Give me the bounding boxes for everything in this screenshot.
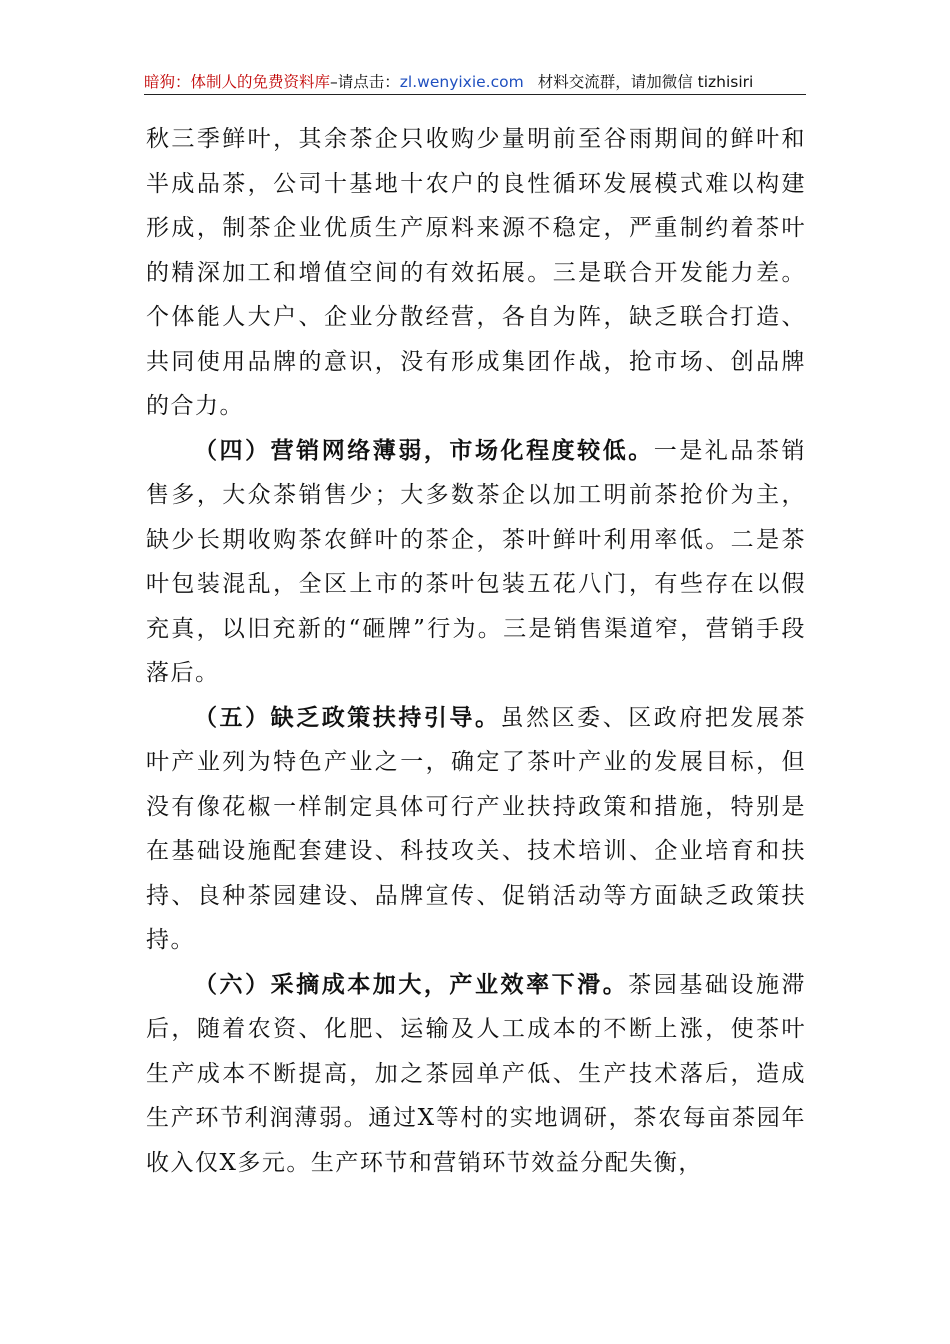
page-header bbox=[144, 70, 806, 94]
paragraph-section-4 bbox=[146, 429, 806, 696]
paragraph-section-6 bbox=[146, 963, 806, 1186]
paragraph-text: 秋三季鲜叶，其余茶企只收购少量明前至谷雨期间的鲜叶和半成品茶，公司十基地十农户的良性循环发展模式难以构建形成，制茶企业优质生产原料来源不稳定，严重制约着茶叶的精深加工和增值空间的有效拓展。三是联合开发能力差。个体能人大户、企业分散经营，各自为阵，缺乏联合打造、共同使用品牌的意识，没有形成集团作战，抢市场、创品牌的合力。 bbox=[146, 126, 806, 419]
header-prompt: –请点击： bbox=[330, 73, 400, 91]
paragraph-text: 茶园基础设施滞后，随着农资、化肥、运输及人工成本的不断上涨，使茶叶生产成本不断提高，加之茶园单产低、生产技术落后，造成生产环节利润薄弱。通过X等村的实地调研，茶农每亩茶园年收入仅X多元。生产环节和营销环节效益分配失衡， bbox=[146, 971, 807, 1176]
document-body bbox=[146, 117, 806, 1185]
header-link[interactable]: zl.wenyixie.com bbox=[399, 73, 524, 91]
section-5-heading: （五）缺乏政策扶持引导。 bbox=[194, 703, 501, 731]
section-6-heading: （六）采摘成本加大，产业效率下滑。 bbox=[194, 970, 629, 998]
paragraph-section-5 bbox=[146, 696, 806, 963]
header-brand: 暗狗：体制人的免费资料库 bbox=[144, 73, 331, 91]
paragraph-text: 虽然区委、区政府把发展茶叶产业列为特色产业之一，确定了茶叶产业的发展目标，但没有像花椒一样制定具体可行产业扶持政策和措施，特别是在基础设施配套建设、科技攻关、技术培训、企业培育和扶持、良种茶园建设、品牌宣传、促销活动等方面缺乏政策扶持。 bbox=[146, 704, 807, 953]
paragraph-continuation bbox=[146, 117, 806, 429]
section-4-heading: （四）营销网络薄弱，市场化程度较低。 bbox=[194, 436, 654, 464]
paragraph-text: 一是礼品茶销售多，大众茶销售少；大多数茶企以加工明前茶抢价为主，缺少长期收购茶农鲜叶的茶企，茶叶鲜叶利用率低。二是茶叶包装混乱，全区上市的茶叶包装五花八门，有些存在以假充真，以旧充新的“砸牌”行为。三是销售渠道窄，营销手段落后。 bbox=[146, 437, 807, 686]
header-divider bbox=[144, 94, 806, 95]
header-group-note: 材料交流群，请加微信 tizhisiri bbox=[537, 73, 754, 91]
